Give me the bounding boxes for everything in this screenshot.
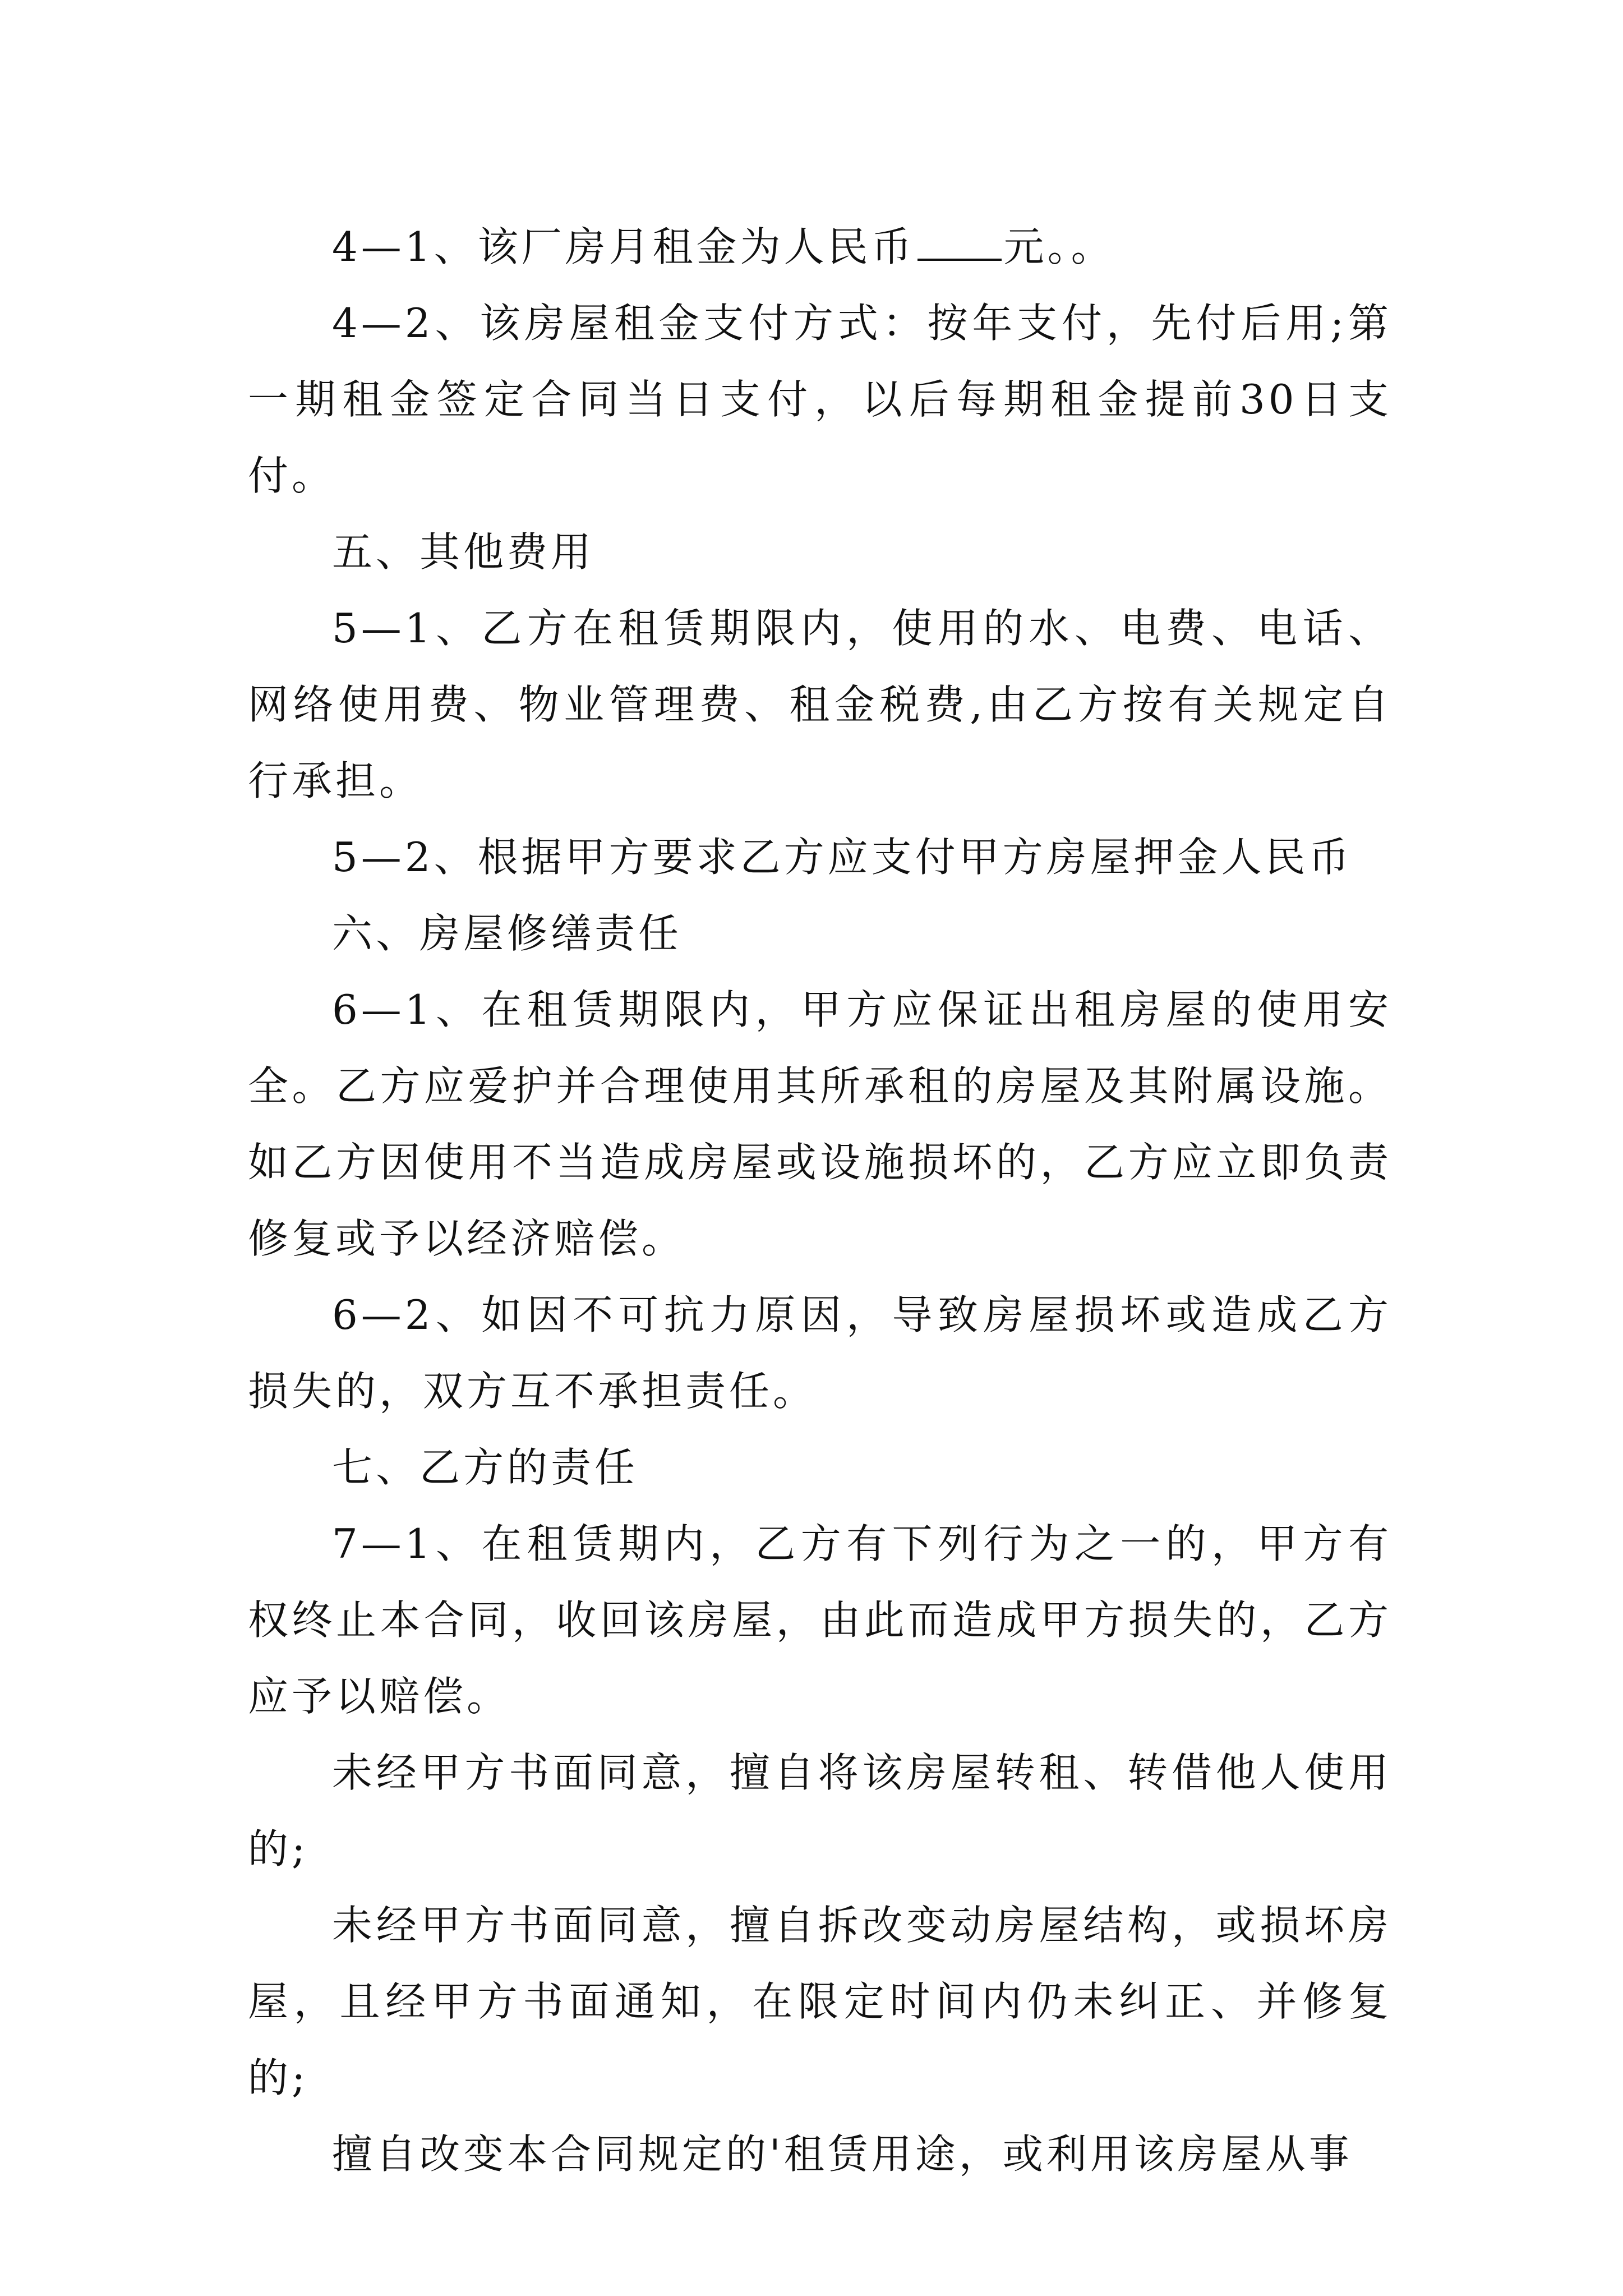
clause-5-1: 5—1、乙方在租赁期限内，使用的水、电费、电话、网络使用费、物业管理费、租金税费,由乙方按有关规定自行承担。 <box>248 605 1392 804</box>
section-heading-6: 六、房屋修缮责任 <box>332 910 683 957</box>
clause-4-1-text: 4—1、该厂房月租金为人民币 <box>332 223 915 270</box>
clause-7-1: 7—1、在租赁期内，乙方有下列行为之一的，甲方有权终止本合同，收回该房屋，由此而造成甲方损失的，乙方应予以赔偿。 <box>248 1520 1392 1720</box>
clause-7-item-sublet: 未经甲方书面同意，擅自将该房屋转租、转借他人使用的; <box>248 1749 1392 1872</box>
clause-6-2: 6—2、如因不可抗力原因，导致房屋损坏或造成乙方损失的，双方互不承担责任。 <box>248 1291 1392 1415</box>
clause-4-1 <box>248 209 1392 285</box>
clause-7-item-structure: 未经甲方书面同意，擅自拆改变动房屋结构，或损坏房屋，且经甲方书面通知，在限定时间内仍未纠正、并修复的; <box>248 1902 1392 2101</box>
document-body <box>248 209 1392 2192</box>
clause-5-2: 5—2、根据甲方要求乙方应支付甲方房屋押金人民币 <box>332 834 1353 881</box>
amount-blank <box>917 227 1002 261</box>
clause-4-1-suffix: 元。。 <box>1003 223 1115 270</box>
clause-7-item-usage: 擅自改变本合同规定的'租赁用途，或利用该房屋从事 <box>332 2131 1353 2178</box>
section-heading-5: 五、其他费用 <box>332 528 595 576</box>
clause-6-1: 6—1、在租赁期限内，甲方应保证出租房屋的使用安全。乙方应爱护并合理使用其所承租的房屋及其附属设施。如乙方因使用不当造成房屋或设施损坏的，乙方应立即负责修复或予以经济赔偿。 <box>248 986 1392 1262</box>
clause-4-2: 4—2、该房屋租金支付方式：按年支付，先付后用;第一期租金签定合同当日支付，以后每期租金提前30日支付。 <box>248 300 1392 499</box>
section-heading-7: 七、乙方的责任 <box>332 1444 639 1491</box>
